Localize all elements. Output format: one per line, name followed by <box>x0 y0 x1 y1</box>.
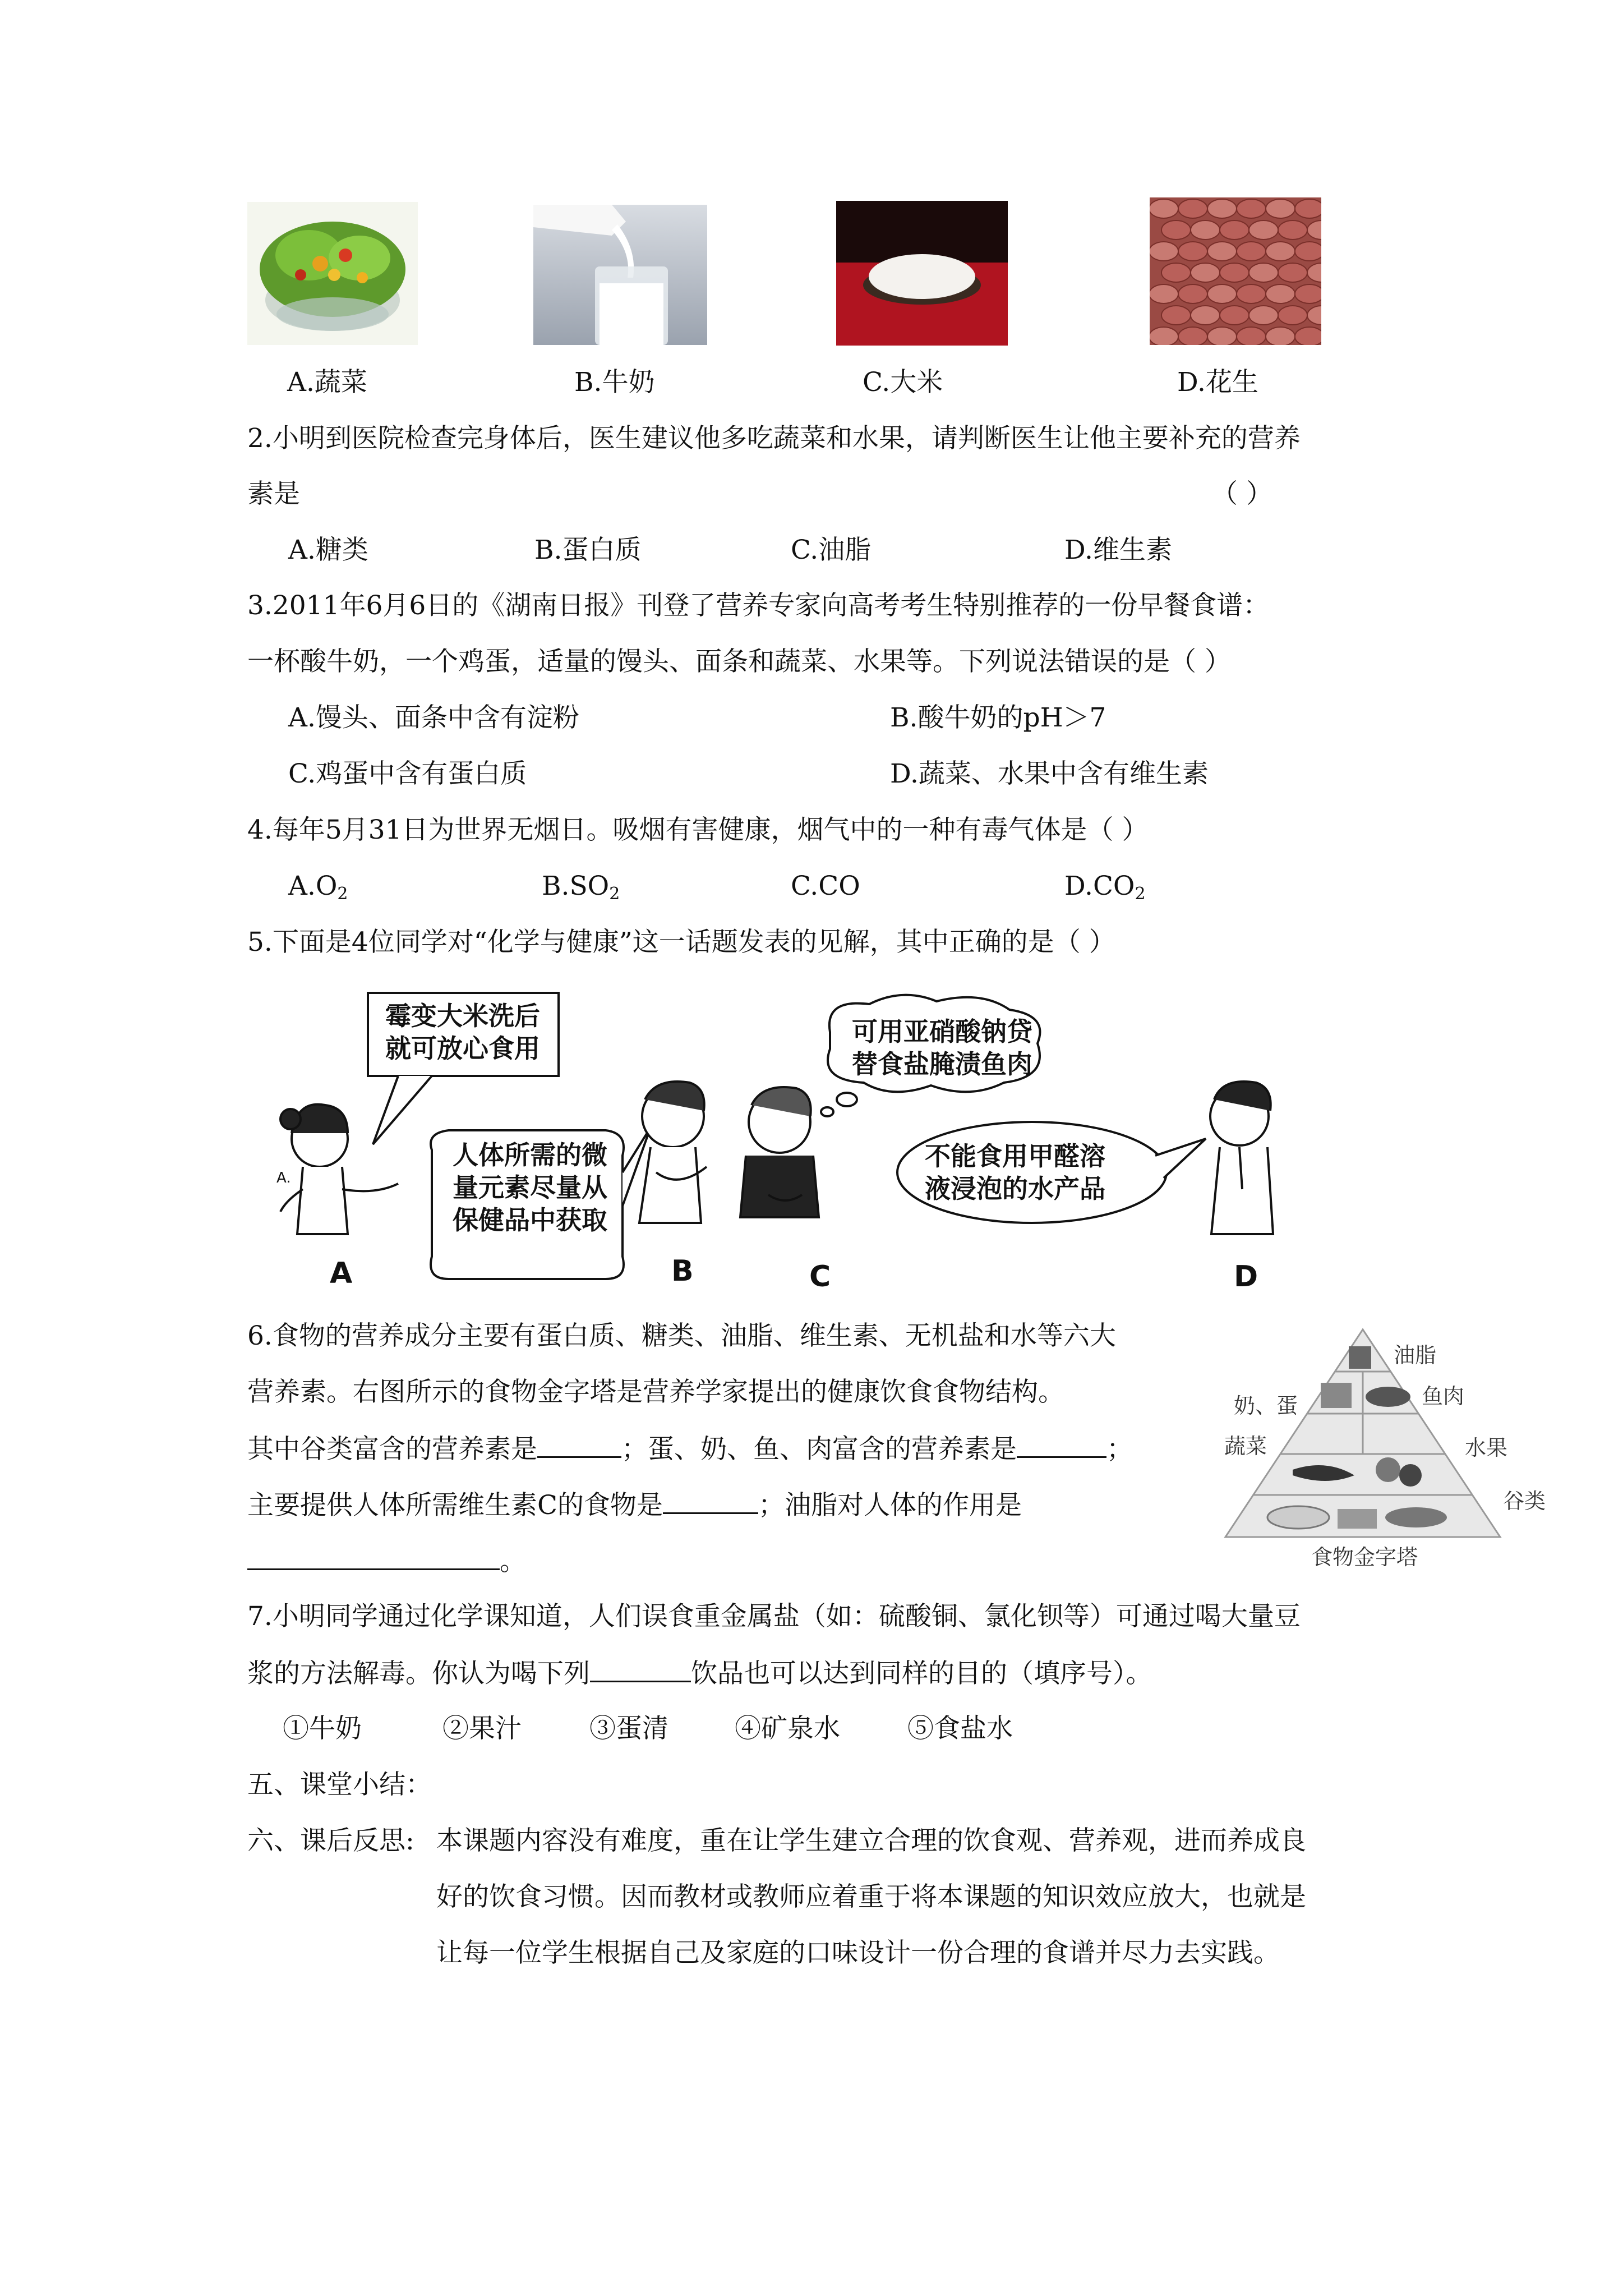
section-6-title: 六、课后反思: <box>247 1825 414 1856</box>
section-6-line1: 本课题内容没有难度，重在让学生建立合理的饮食观、营养观，进而养成良 <box>436 1825 1306 1856</box>
q4-option-c: C.CO <box>791 871 860 901</box>
pyramid-label-vegetables: 蔬菜 <box>1224 1434 1267 1458</box>
q6-stem-line4: 主要提供人体所需维生素C的食物是 ；油脂对人体的作用是 <box>247 1488 1022 1522</box>
q4-option-d: $D.CO_2$ <box>1064 871 1146 904</box>
grain-nutrient-blank[interactable] <box>537 1432 621 1458</box>
vegetable-salad-image <box>247 202 418 345</box>
q4-option-b: $B.SO_2$ <box>542 871 620 904</box>
small-a-mark: A. <box>276 1170 291 1186</box>
q4-option-a: $A.O_2$ <box>288 871 348 904</box>
q3-option-a: A.馒头、面条中含有淀粉 <box>288 702 579 733</box>
milk-image <box>533 205 707 345</box>
section-5-summary: 五、课堂小结： <box>247 1769 432 1800</box>
bubble-b-text: 人体所需的微 量元素尽量从 保健品中获取 <box>453 1140 607 1235</box>
q7-option-3: ③蛋清 <box>589 1713 668 1744</box>
student-letter-a: A <box>330 1257 353 1290</box>
q2-answer-paren: （ ） <box>1211 478 1272 509</box>
bubble-d-text: 不能食用甲醛溶 液浸泡的水产品 <box>925 1141 1105 1204</box>
q2-stem-line2: 素是 <box>247 478 300 509</box>
q1-option-b: B.牛奶 <box>574 367 655 398</box>
q7-option-4: ④矿泉水 <box>735 1713 840 1744</box>
q2-stem-line1: 2.小明到医院检查完身体后，医生建议他多吃蔬菜和水果，请判断医生让他主要补充的营养 <box>247 423 1301 454</box>
rice-image <box>836 201 1008 346</box>
student-letter-c: C <box>809 1260 831 1294</box>
pyramid-label-grain: 谷类 <box>1503 1489 1546 1513</box>
pyramid-caption: 食物金字塔 <box>1311 1545 1418 1570</box>
pyramid-label-fruit: 水果 <box>1465 1435 1508 1460</box>
q2-option-d: D.维生素 <box>1064 535 1172 565</box>
q7-option-5: ⑤食盐水 <box>907 1713 1013 1744</box>
pyramid-label-oil: 油脂 <box>1394 1343 1437 1368</box>
student-letter-b: B <box>671 1254 694 1288</box>
q2-option-b: B.蛋白质 <box>534 535 642 565</box>
q7-stem-line2: 浆的方法解毒。你认为喝下列 饮品也可以达到同样的目的（填序号）。 <box>247 1656 1152 1691</box>
q7-stem-line1: 7.小明同学通过化学课知道，人们误食重金属盐（如：硫酸铜、氯化钡等）可通过喝大量豆 <box>247 1601 1301 1632</box>
q3-stem-line2: 一杯酸牛奶，一个鸡蛋，适量的馒头、面条和蔬菜、水果等。下列说法错误的是（ ） <box>247 646 1231 677</box>
pyramid-label-milk-egg: 奶、蛋 <box>1234 1393 1298 1418</box>
q7-option-1: ①牛奶 <box>283 1713 362 1744</box>
q3-option-c: C.鸡蛋中含有蛋白质 <box>288 758 527 789</box>
drink-choice-blank[interactable] <box>590 1656 691 1682</box>
q3-stem-line1: 3.2011年6月6日的《湖南日报》刊登了营养专家向高考考生特别推荐的一份早餐食谱： <box>247 590 1270 621</box>
q3-option-b: B.酸牛奶的pH＞7 <box>890 702 1106 733</box>
q6-stem-line5: 。 <box>247 1544 526 1579</box>
q2-option-c: C.油脂 <box>791 535 872 565</box>
student-letter-d: D <box>1234 1260 1258 1294</box>
q6-stem-line2: 营养素。右图所示的食物金字塔是营养学家提出的健康饮食食物结构。 <box>247 1377 1064 1407</box>
q2-option-a: A.糖类 <box>288 535 368 565</box>
section-6-line3: 让每一位学生根据自己及家庭的口味设计一份合理的食谱并尽力去实践。 <box>436 1938 1280 1968</box>
peanut-image <box>1150 197 1321 345</box>
q7-option-2: ②果汁 <box>442 1713 522 1744</box>
q1-option-a: A.蔬菜 <box>287 367 367 398</box>
vitamin-c-food-blank[interactable] <box>663 1488 758 1514</box>
q6-stem-line3: 其中谷类富含的营养素是 ；蛋、奶、鱼、肉富含的营养素是 ； <box>247 1432 1133 1466</box>
q1-option-c: C.大米 <box>863 367 943 398</box>
q4-stem-line1: 4.每年5月31日为世界无烟日。吸烟有害健康，烟气中的一种有毒气体是（ ） <box>247 815 1149 845</box>
q6-stem-line1: 6.食物的营养成分主要有蛋白质、糖类、油脂、维生素、无机盐和水等六大 <box>247 1320 1116 1351</box>
bubble-a-text: 霉变大米洗后 就可放心食用 <box>385 1001 540 1064</box>
bubble-c-text: 可用亚硝酸钠贷 替食盐腌渍鱼肉 <box>852 1016 1032 1079</box>
q1-option-d: D.花生 <box>1177 367 1258 398</box>
protein-foods-blank[interactable] <box>1017 1432 1106 1458</box>
pyramid-label-fish-meat: 鱼肉 <box>1422 1384 1465 1409</box>
section-6-line2: 好的饮食习惯。因而教材或教师应着重于将本课题的知识效应放大，也就是 <box>436 1881 1306 1912</box>
q5-stem-line1: 5.下面是4位同学对“化学与健康”这一话题发表的见解，其中正确的是（ ） <box>247 927 1115 958</box>
q3-option-d: D.蔬菜、水果中含有维生素 <box>890 758 1209 789</box>
oil-function-blank[interactable] <box>247 1544 500 1570</box>
